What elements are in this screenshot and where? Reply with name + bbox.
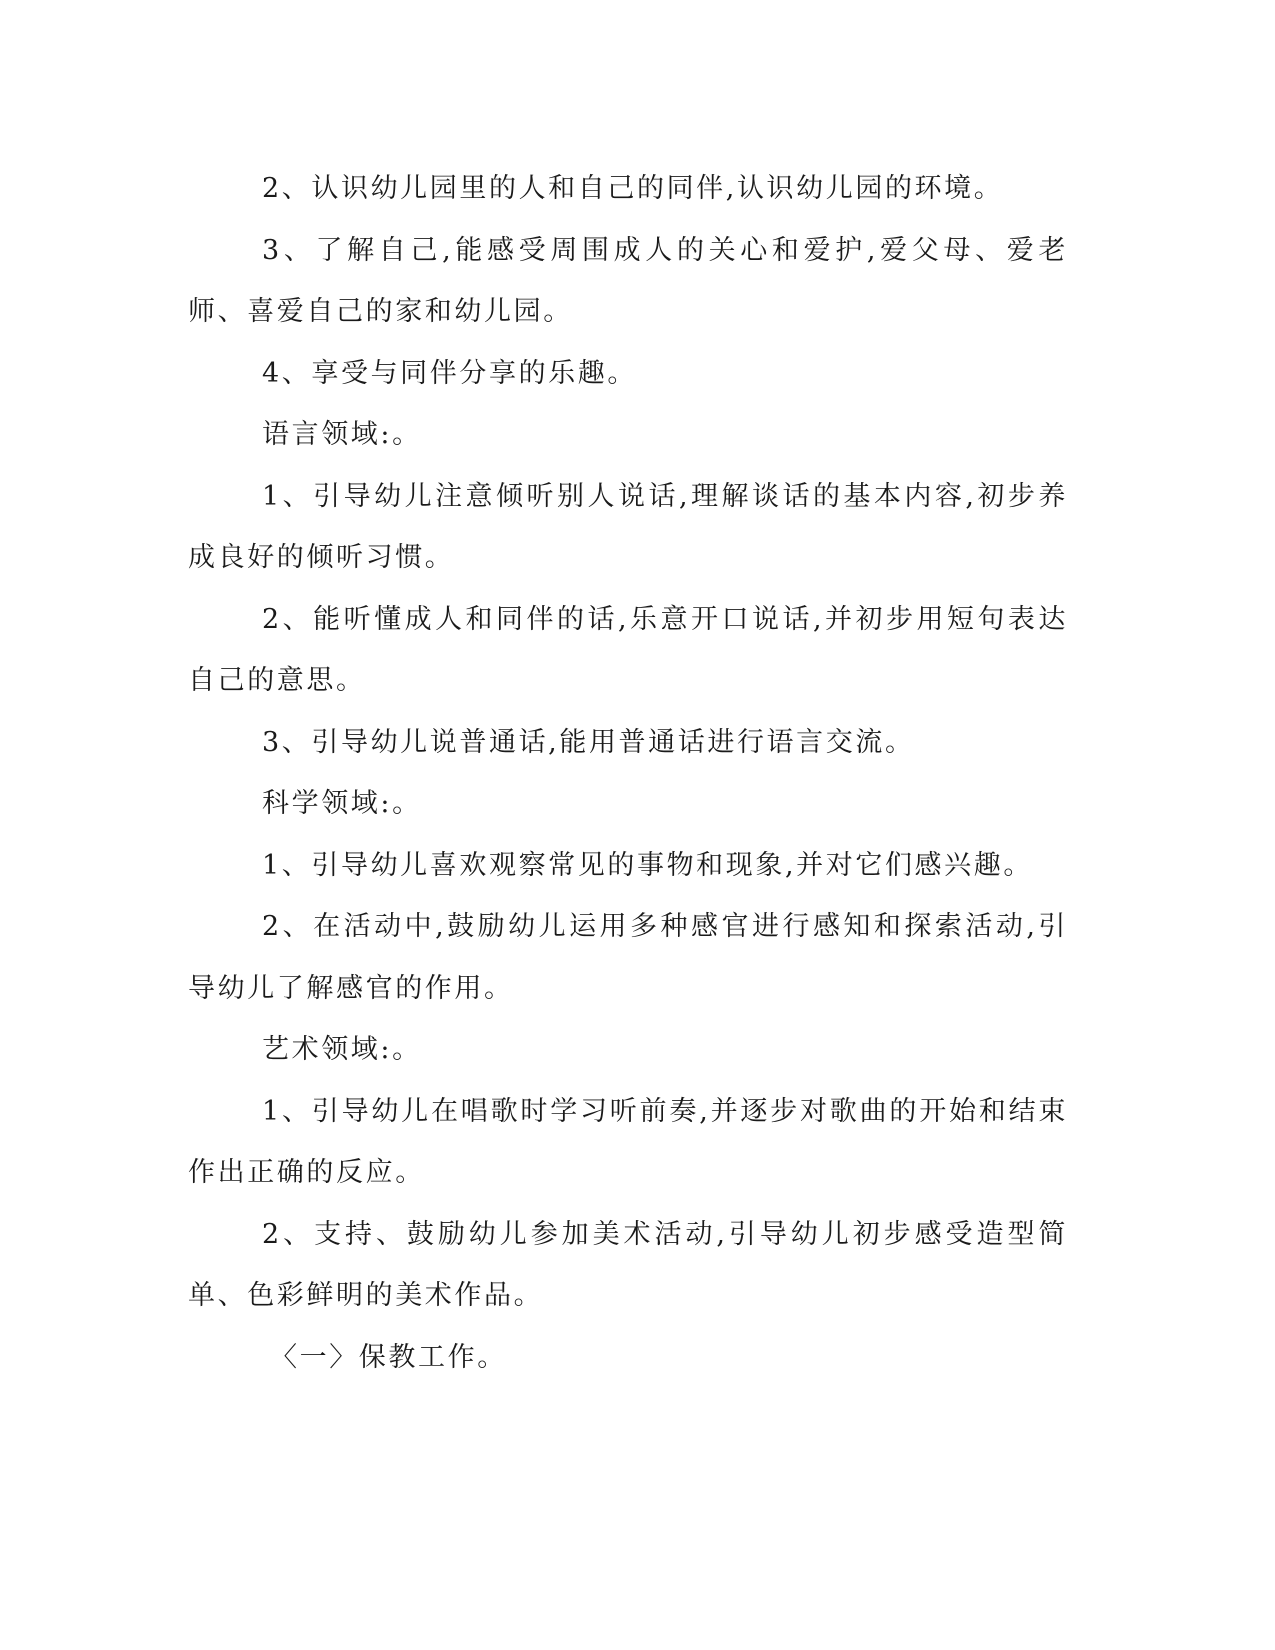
- section-heading-language: 语言领域:。: [262, 419, 422, 450]
- paragraph-social-goal-3: 3、了解自己,能感受周围成人的关心和爱护,爱父母、爱老师、喜爱自己的家和幼儿园。: [188, 234, 1068, 327]
- paragraph-social-goal-4: 4、享受与同伴分享的乐趣。: [262, 357, 637, 389]
- section-heading-care-education: 〈一〉保教工作。: [270, 1341, 507, 1373]
- section-heading-art: 艺术领域:。: [262, 1034, 422, 1065]
- paragraph-language-goal-3: 3、引导幼儿说普通话,能用普通话进行语言交流。: [262, 726, 915, 758]
- document-body: [188, 158, 1068, 1388]
- paragraph-art-goal-1: 1、引导幼儿在唱歌时学习听前奏,并逐步对歌曲的开始和结束作出正确的反应。: [188, 1095, 1068, 1188]
- paragraph-science-goal-1: 1、引导幼儿喜欢观察常见的事物和现象,并对它们感兴趣。: [262, 849, 1033, 881]
- paragraph-social-goal-2: 2、认识幼儿园里的人和自己的同伴,认识幼儿园的环境。: [262, 173, 1004, 204]
- paragraph-language-goal-1: 1、引导幼儿注意倾听别人说话,理解谈话的基本内容,初步养成良好的倾听习惯。: [188, 480, 1068, 573]
- paragraph-language-goal-2: 2、能听懂成人和同伴的话,乐意开口说话,并初步用短句表达自己的意思。: [188, 603, 1068, 696]
- paragraph-science-goal-2: 2、在活动中,鼓励幼儿运用多种感官进行感知和探索活动,引导幼儿了解感官的作用。: [188, 911, 1068, 1004]
- paragraph-art-goal-2: 2、支持、鼓励幼儿参加美术活动,引导幼儿初步感受造型简单、色彩鲜明的美术作品。: [188, 1218, 1068, 1311]
- section-heading-science: 科学领域:。: [262, 788, 422, 819]
